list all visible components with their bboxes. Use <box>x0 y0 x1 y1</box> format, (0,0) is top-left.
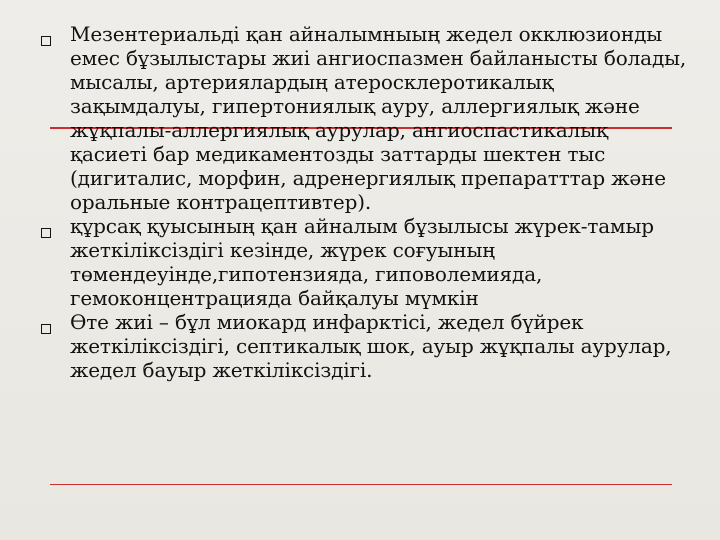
bullet-text: Өте жиі – бұл миокард инфарктісі, жедел бүйрек жеткіліксіздігі, септикалық шок, ауыр жұқпалы аурулар, жедел бауыр жеткіліксіздігі. <box>70 310 672 382</box>
square-bullet-icon <box>41 228 51 238</box>
bullet-item-3 <box>40 310 690 382</box>
decorative-rule-bottom <box>50 484 672 485</box>
bullet-item-2 <box>40 214 690 310</box>
bullet-item-1 <box>40 22 690 214</box>
square-bullet-icon <box>41 36 51 46</box>
bullet-list <box>40 22 690 382</box>
bullet-text: құрсақ қуысының қан айналым бұзылысы жүрек-тамыр жеткіліксіздігі кезінде, жүрек соғуының төмендеуінде,гипотензияда, гиповолемияда, гемоконцентрацияда байқалуы мүмкін <box>70 214 654 310</box>
square-bullet-icon <box>41 324 51 334</box>
bullet-text: Мезентериальді қан айналымныың жедел окклюзионды емес бұзылыстары жиі ангиоспазмен байланысты болады, мысалы, артериялардың атеросклеротикалық зақымдалуы, гипертониялық ауру, аллергиялық және жұқпалы-аллергиялық аурулар, ангиоспастикалық қасиеті бар медикаментозды заттарды шектен тыс (дигиталис, морфин, адренергиялық препаратттар және оральные контрацептивтер). <box>70 22 687 214</box>
